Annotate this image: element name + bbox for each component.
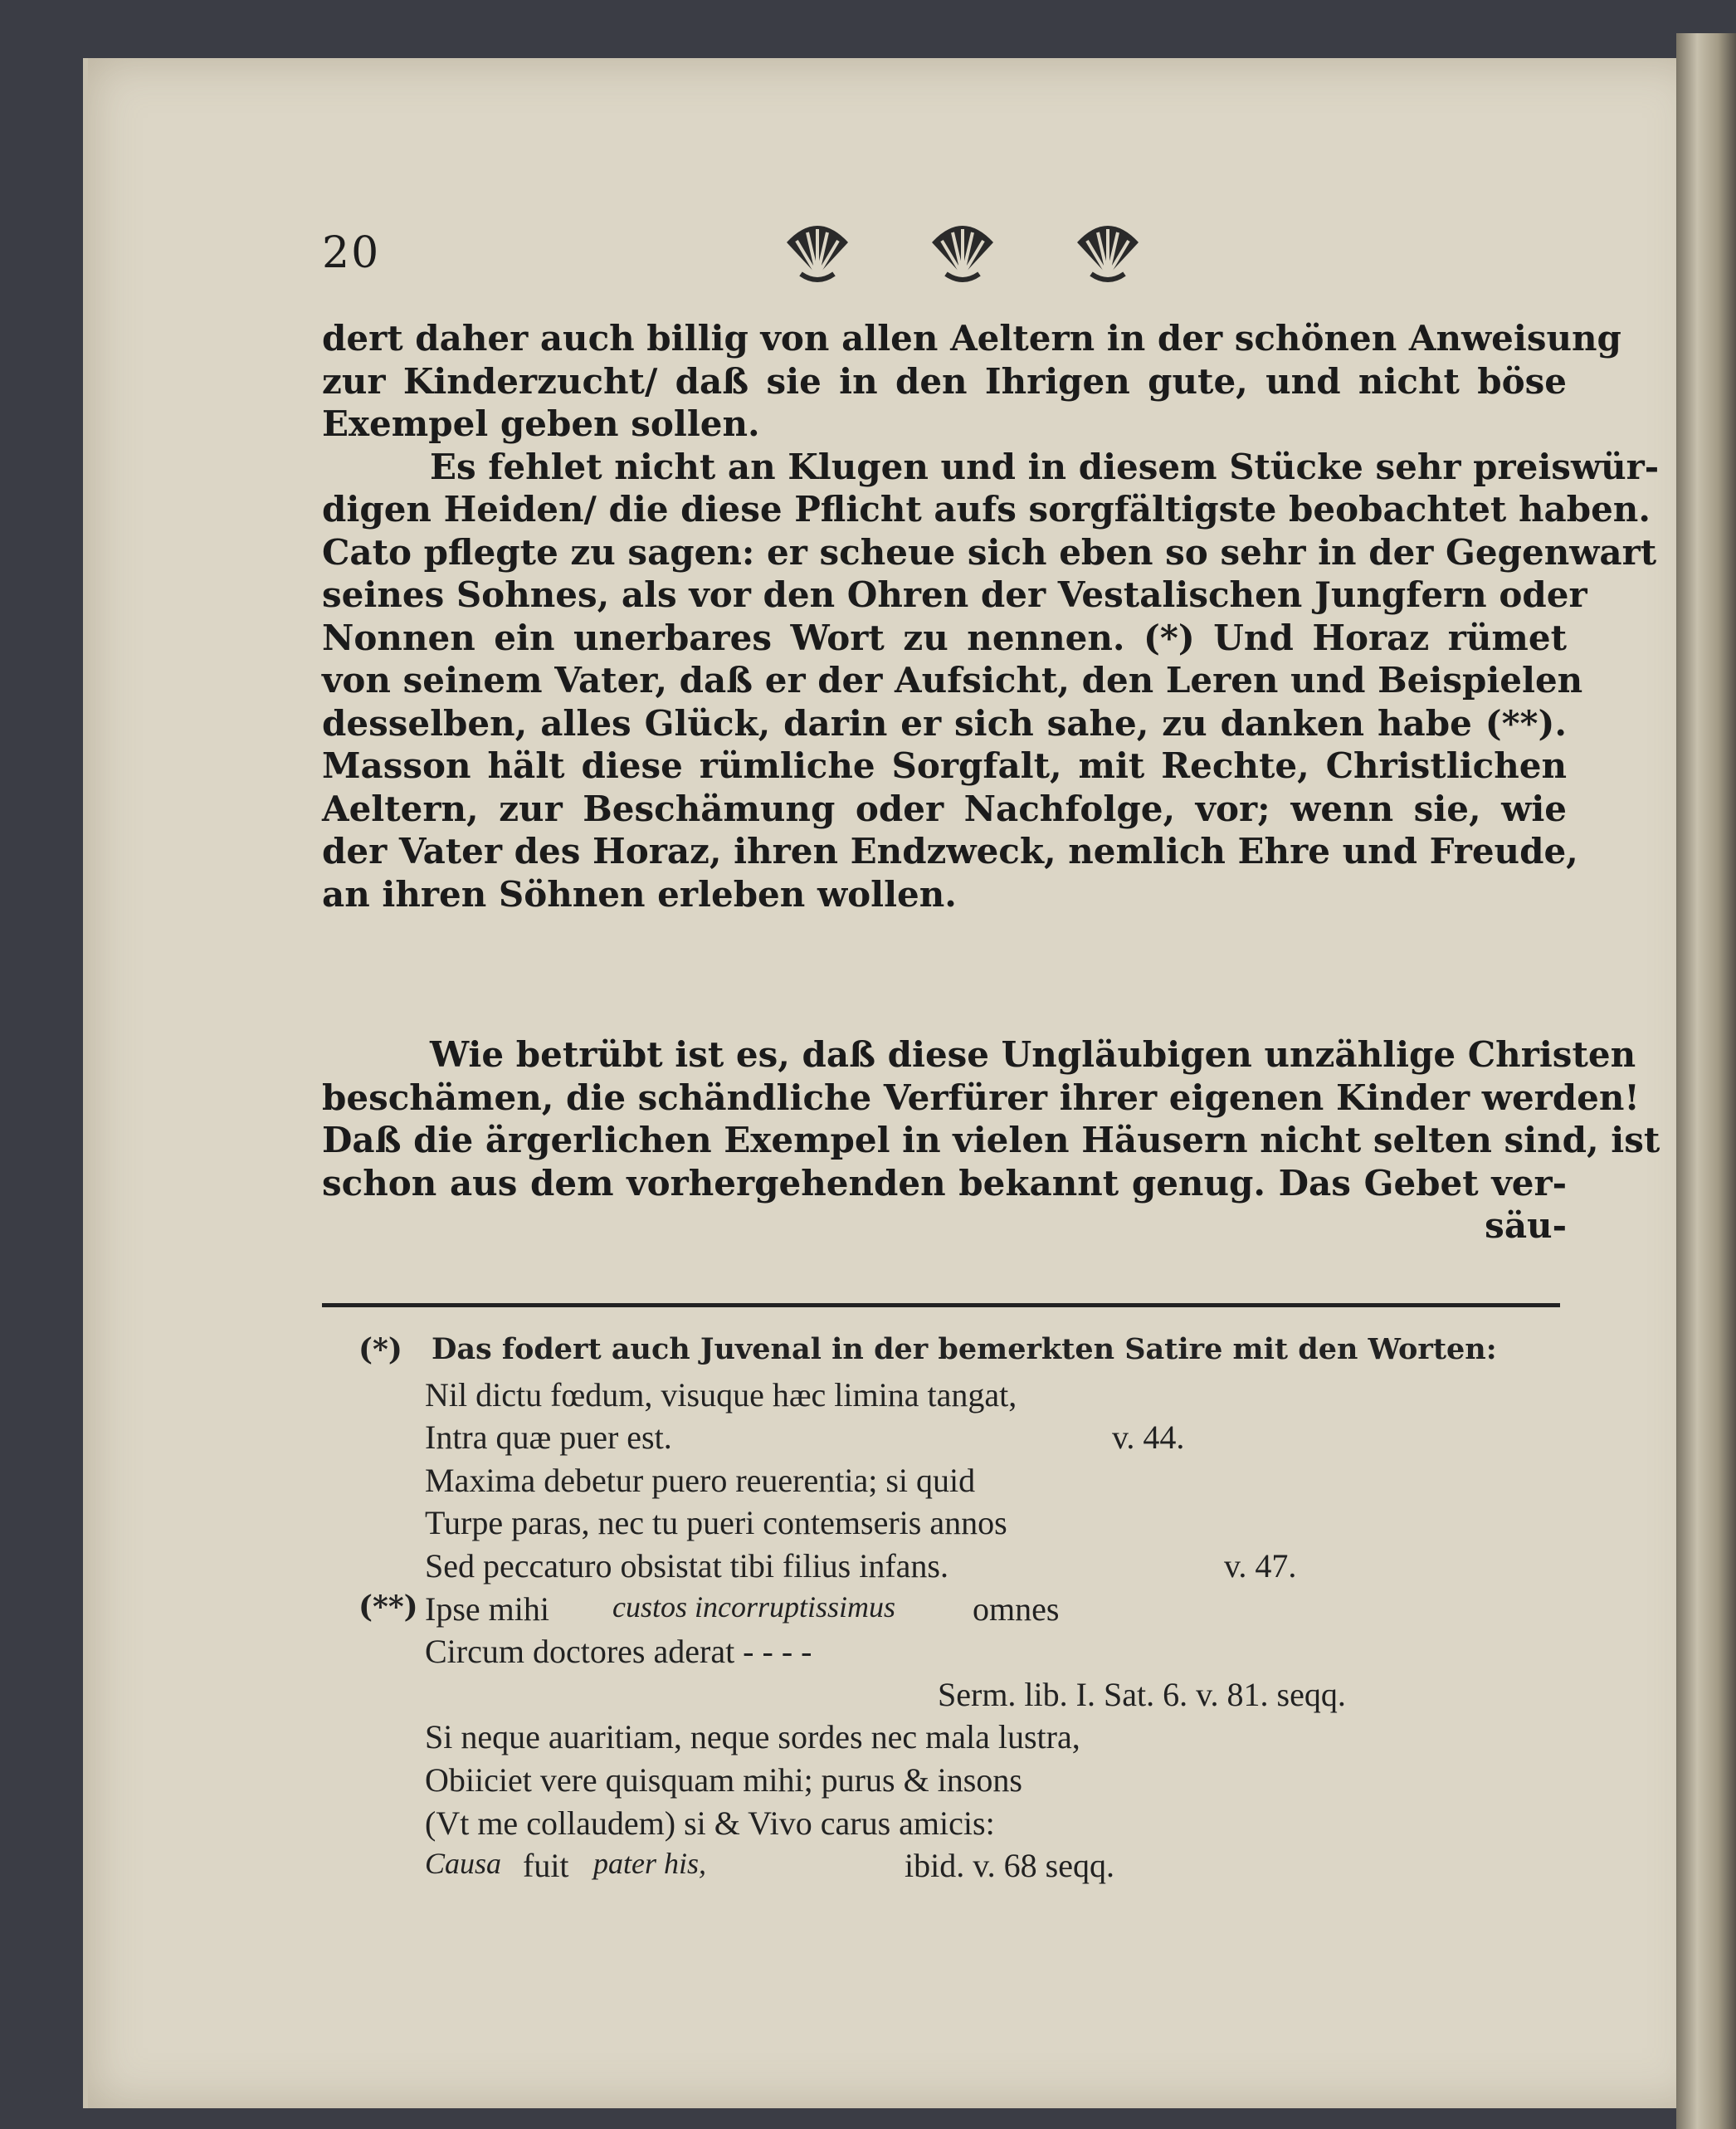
verse-text: Nil dictu fœdum, visuque hæc limina tangat, [425, 1375, 1017, 1414]
footnote-divider [322, 1303, 1560, 1307]
verse-text: omnes [973, 1589, 1060, 1628]
shell-ornament-icon [780, 217, 855, 284]
verse-line [349, 1846, 1593, 1889]
text-line: beschämen, die schändliche Verfürer ihrer eigenen Kinder werden! [322, 1077, 1640, 1118]
text-line: Exempel geben sollen. [322, 403, 760, 444]
footnote-marker: (**) [358, 1589, 418, 1624]
text-line: Wie betrübt ist es, daß diese Ungläubigen unzählige Christen [430, 1034, 1636, 1075]
shell-ornament-icon [1070, 217, 1145, 284]
text-line: schon aus dem vorhergehenden bekannt genug. Das Gebet ver- [322, 1162, 1567, 1204]
page-number: 20 [322, 228, 381, 278]
footnote-2-line [349, 1589, 1593, 1633]
verse-line [349, 1632, 1593, 1675]
verse-text: Maxima debetur puero reuerentia; si quid [425, 1461, 976, 1499]
text-line: Cato pflegte zu sagen: er scheue sich eben so sehr in der Gegenwart [322, 531, 1657, 573]
footnote-1-intro [349, 1332, 1593, 1375]
verse-text: Turpe paras, nec tu pueri contemseris annos [425, 1504, 1007, 1542]
verse-text: Ipse mihi [425, 1589, 549, 1628]
verse-text-italic: custos incorruptissimus [612, 1589, 896, 1624]
book-spine [1676, 33, 1736, 2129]
verse-text: Circum doctores aderat - - - - [425, 1633, 812, 1671]
shell-ornament-icon [925, 217, 1000, 284]
text-line: Daß die ärgerlichen Exempel in vielen Häusern nicht selten sind, ist [322, 1120, 1660, 1160]
verse-text-italic: pater his, [593, 1847, 707, 1881]
footnotes [349, 1332, 1593, 1889]
verse-reference: ibid. v. 68 seqq. [905, 1847, 1114, 1885]
verse-line [349, 1717, 1593, 1760]
text-line: digen Heiden/ die diese Pflicht aufs sorgfältigste beobachtet haben. [322, 489, 1651, 530]
verse-line [349, 1461, 1593, 1504]
verse-line [349, 1375, 1593, 1419]
text-line: Es fehlet nicht an Klugen und in diesem Stücke sehr preiswür- [430, 446, 1660, 487]
verse-text: Sed peccaturo obsistat tibi filius infans. [425, 1546, 948, 1585]
body-paragraph-1 [322, 317, 1660, 916]
footnote-marker: (*) [358, 1332, 402, 1367]
verse-text: (Vt me collaudem) si & Vivo carus amicis: [425, 1804, 995, 1842]
verse-line [349, 1546, 1593, 1589]
verse-reference: v. 44. [1112, 1419, 1185, 1457]
verse-line [349, 1675, 1593, 1718]
footnote-text: Das fodert auch Juvenal in der bemerkten Satire mit den Worten: [432, 1332, 1497, 1366]
catchword: säu- [1485, 1205, 1567, 1246]
verse-line [349, 1804, 1593, 1847]
text-line: Aeltern, zur Beschämung oder Nachfolge, vor; wenn sie, wie [322, 788, 1567, 829]
body-paragraph-2 [322, 1033, 1660, 1248]
verse-line [349, 1503, 1593, 1546]
text-line: Nonnen ein unerbares Wort zu nennen. (*) Und Horaz rümet [322, 617, 1567, 658]
text-line: Masson hält diese rümliche Sorgfalt, mit Rechte, Christlichen [322, 745, 1567, 786]
verse-text: fuit [523, 1847, 569, 1885]
verse-line [349, 1760, 1593, 1804]
text-line: an ihren Söhnen erleben wollen. [322, 873, 957, 915]
text-line: desselben, alles Glück, darin er sich sahe, zu danken habe (**). [322, 702, 1567, 744]
header-ornaments [780, 217, 1145, 292]
text-line: seines Sohnes, als vor den Ohren der Vestalischen Jungfern oder [322, 574, 1587, 615]
verse-text: Intra quæ puer est. [425, 1419, 672, 1457]
text-line: der Vater des Horaz, ihren Endzweck, nemlich Ehre und Freude, [322, 831, 1578, 872]
text-line: dert daher auch billig von allen Aeltern in der schönen Anweisung [322, 318, 1621, 359]
text-line: von seinem Vater, daß er der Aufsicht, den Leren und Beispielen [322, 660, 1583, 701]
verse-text: Obiiciet vere quisquam mihi; purus & insons [425, 1760, 1022, 1799]
verse-text: Si neque auaritiam, neque sordes nec mala lustra, [425, 1718, 1080, 1756]
verse-reference: v. 47. [1224, 1546, 1297, 1585]
verse-reference: Serm. lib. I. Sat. 6. v. 81. seqq. [938, 1675, 1346, 1713]
verse-line [349, 1418, 1593, 1461]
verse-text-italic: Causa [425, 1847, 502, 1881]
text-line: zur Kinderzucht/ daß sie in den Ihrigen gute, und nicht böse [322, 360, 1567, 402]
